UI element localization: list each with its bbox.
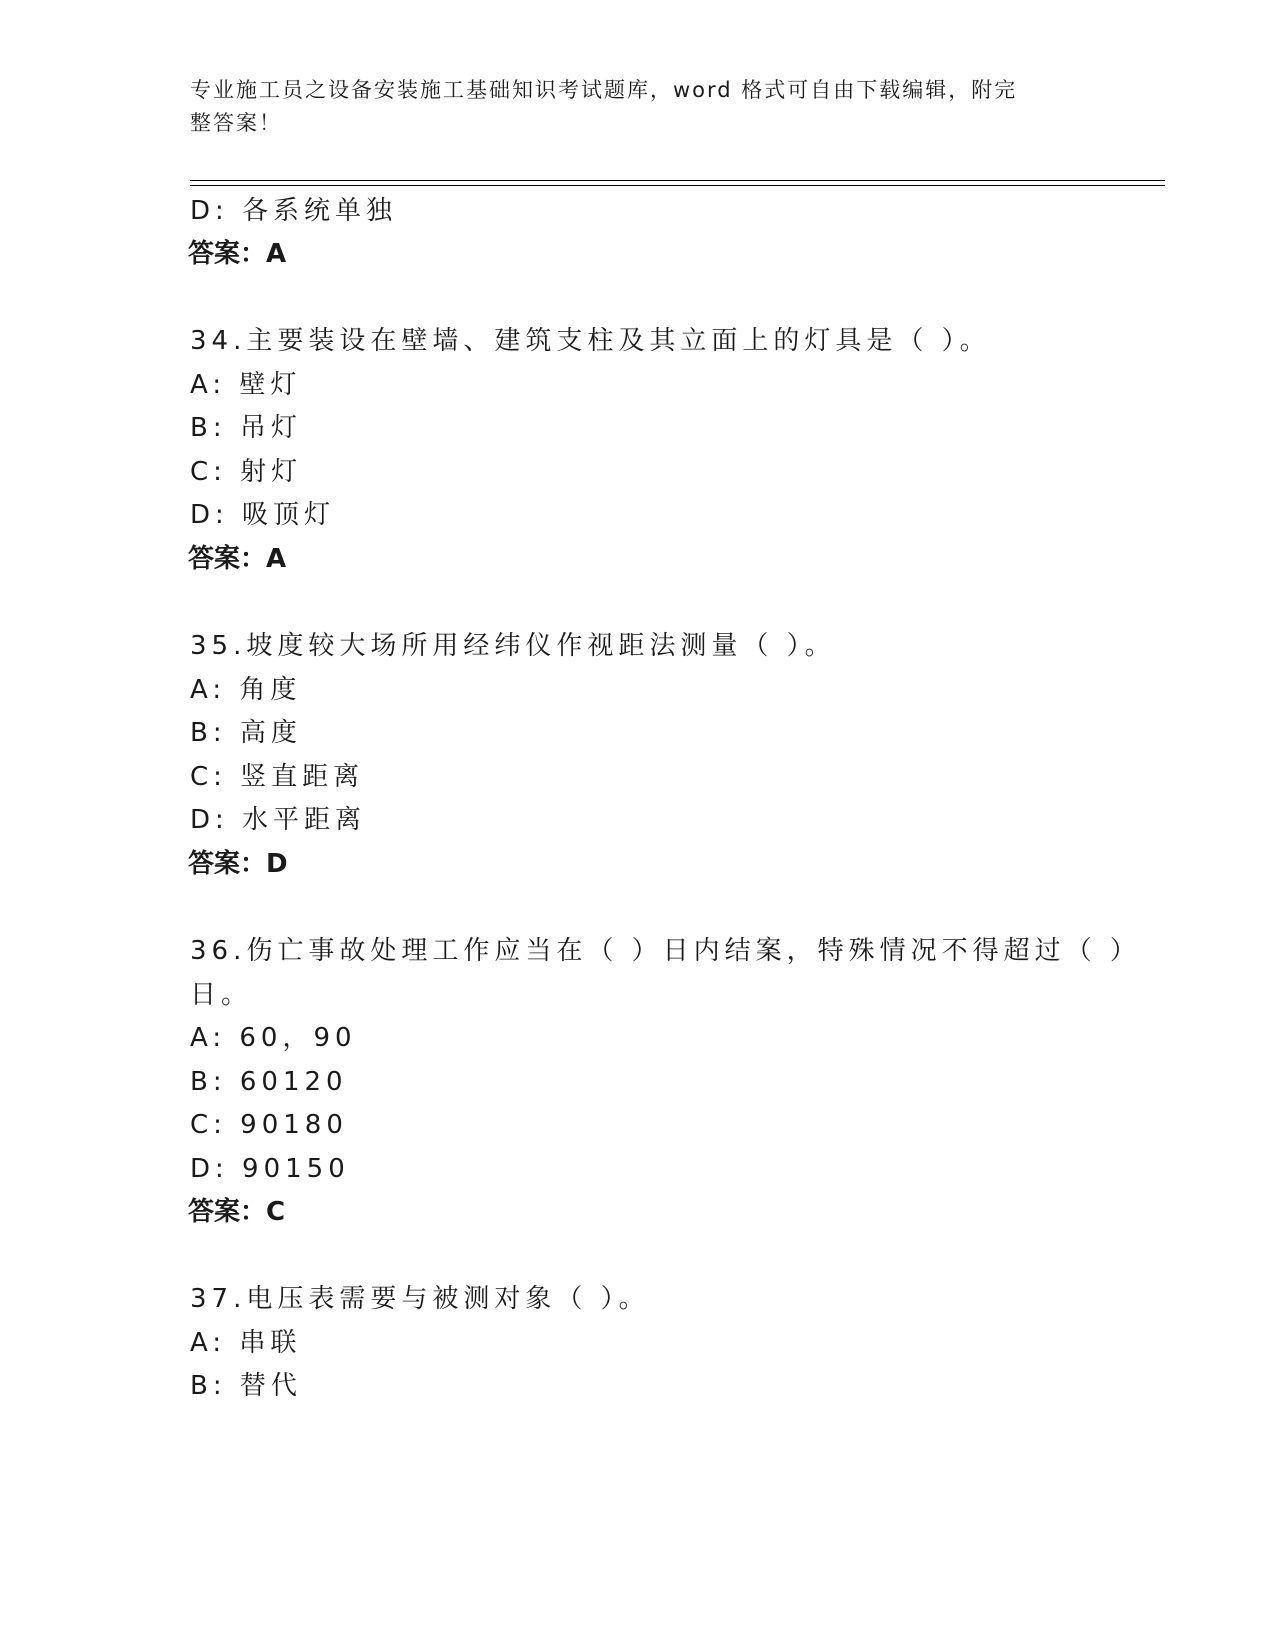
q35-option-b: B: 高度 bbox=[190, 718, 302, 748]
q35-answer: 答案：D bbox=[188, 849, 288, 879]
q36-option-a: A: 60，90 bbox=[190, 1023, 357, 1053]
q34-stem: 34.主要装设在壁墙、建筑支柱及其立面上的灯具是（ ）。 bbox=[190, 326, 991, 356]
header-rule-bottom bbox=[190, 185, 1165, 186]
header-rule-top bbox=[190, 180, 1165, 181]
header-line-1: 专业施工员之设备安装施工基础知识考试题库，word 格式可自由下载编辑，附完 bbox=[190, 78, 1018, 102]
header-line-2: 整答案！ bbox=[190, 111, 282, 135]
prev-option-d: D: 各系统单独 bbox=[190, 196, 398, 226]
q34-option-d: D: 吸顶灯 bbox=[190, 500, 336, 530]
prev-answer: 答案：A bbox=[188, 239, 287, 269]
q36-option-b: B: 60120 bbox=[190, 1067, 348, 1097]
q36-stem-line-1: 36.伤亡事故处理工作应当在（ ）日内结案，特殊情况不得超过（ ） bbox=[190, 936, 1141, 966]
q35-option-a: A: 角度 bbox=[190, 675, 302, 705]
q37-stem: 37.电压表需要与被测对象（ ）。 bbox=[190, 1284, 650, 1314]
q34-option-a: A: 壁灯 bbox=[190, 370, 302, 400]
q36-stem-line-2: 日。 bbox=[190, 980, 253, 1010]
q36-option-c: C: 90180 bbox=[190, 1110, 348, 1140]
q36-answer: 答案：C bbox=[188, 1197, 286, 1227]
q34-option-b: B: 吊灯 bbox=[190, 413, 302, 443]
q34-option-c: C: 射灯 bbox=[190, 457, 303, 487]
q34-answer: 答案：A bbox=[188, 544, 287, 574]
q35-stem: 35.坡度较大场所用经纬仪作视距法测量（ ）。 bbox=[190, 631, 836, 661]
q35-option-c: C: 竖直距离 bbox=[190, 762, 365, 792]
q37-option-a: A: 串联 bbox=[190, 1328, 302, 1358]
q36-option-d: D: 90150 bbox=[190, 1154, 350, 1184]
q37-option-b: B: 替代 bbox=[190, 1371, 302, 1401]
document-header bbox=[190, 74, 1090, 140]
q35-option-d: D: 水平距离 bbox=[190, 805, 367, 835]
